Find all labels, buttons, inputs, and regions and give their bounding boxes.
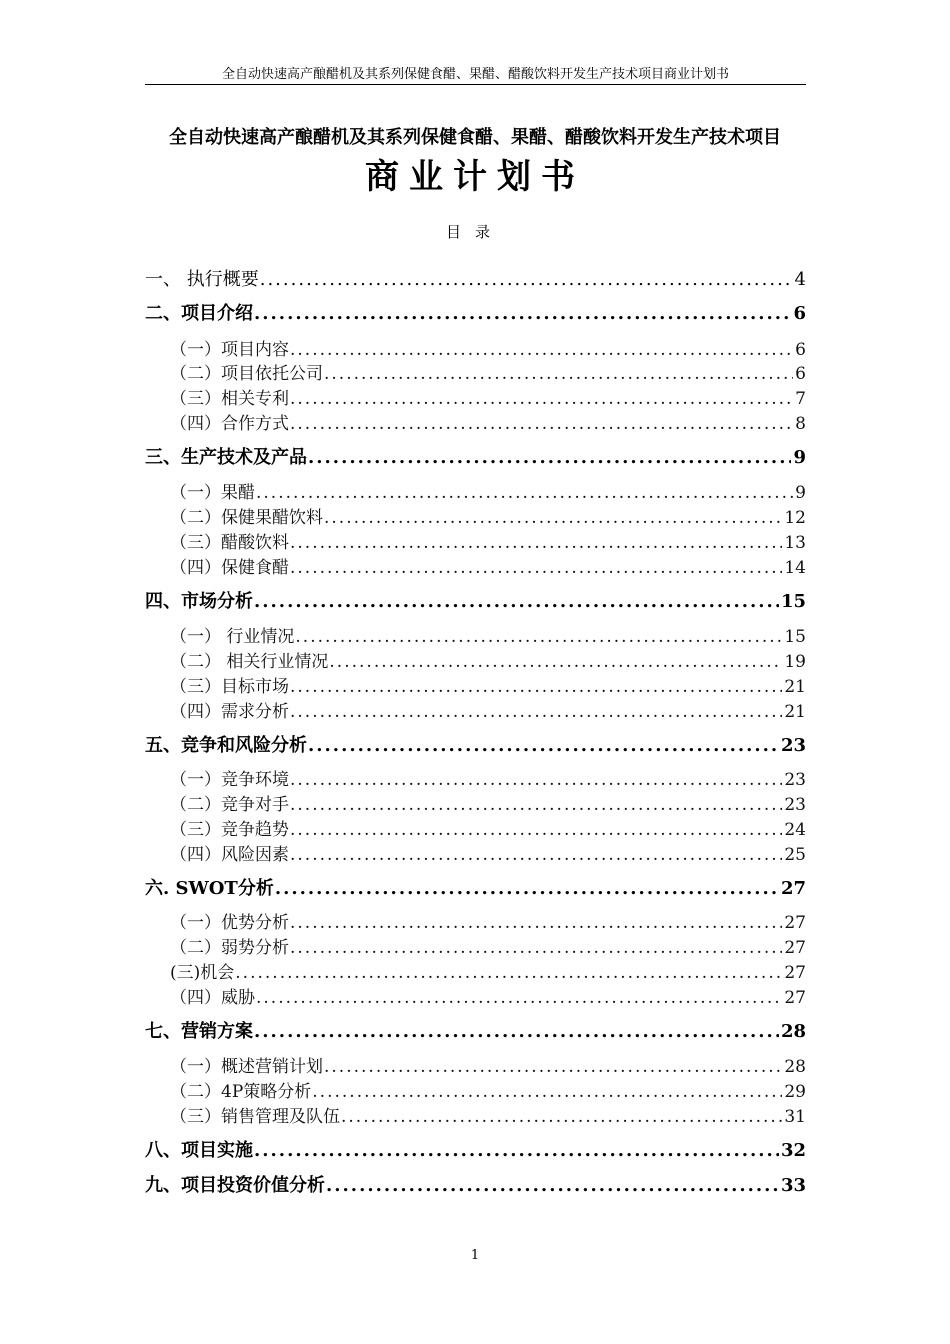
toc-entry-page: 27 [784, 963, 806, 983]
toc-entry-page: 28 [784, 1057, 806, 1077]
toc-entry-label: （二）弱势分析 [170, 938, 289, 958]
toc-entry-page: 33 [780, 1175, 806, 1196]
toc-entry-page: 6 [793, 303, 806, 324]
toc-entry-label: （四）威胁 [170, 988, 255, 1008]
toc-entry-label: （一）项目内容 [170, 340, 289, 360]
toc-entry[interactable] [145, 731, 806, 757]
toc-dot-leader [289, 794, 782, 816]
toc-dot-leader [294, 626, 782, 648]
toc-entry-page: 9 [793, 447, 806, 468]
toc-entry-label: 一、 执行概要 [145, 269, 259, 290]
toc-dot-leader [289, 819, 782, 841]
toc-entry[interactable] [170, 933, 806, 959]
toc-entry[interactable] [170, 478, 806, 504]
toc-entry-label: （二）保健果醋饮料 [170, 508, 323, 528]
toc-entry-page: 15 [784, 627, 806, 647]
toc-entry[interactable] [170, 983, 806, 1009]
toc-dot-leader [340, 1106, 782, 1128]
toc-entry[interactable] [170, 335, 806, 361]
toc-entry[interactable] [170, 697, 806, 723]
toc-entry-label: （一）果醋 [170, 483, 255, 503]
toc-entry-label: 八、项目实施 [145, 1140, 253, 1161]
toc-entry-page: 9 [795, 483, 806, 503]
toc-dot-leader [253, 1021, 779, 1043]
toc-entry[interactable] [170, 815, 806, 841]
toc-entry-page: 12 [784, 508, 806, 528]
running-header: 全自动快速高产酿醋机及其系列保健食醋、果醋、醋酸饮料开发生产技术项目商业计划书 [221, 67, 729, 82]
toc-entry[interactable] [170, 553, 806, 579]
document-subtitle: 全自动快速高产酿醋机及其系列保健食醋、果醋、醋酸饮料开发生产技术项目 [169, 127, 781, 148]
toc-entry[interactable] [170, 359, 806, 385]
toc-entry-page: 25 [784, 845, 806, 865]
toc-entry[interactable] [145, 1136, 806, 1162]
toc-dot-leader [255, 482, 793, 504]
toc-entry-page: 27 [784, 988, 806, 1008]
toc-entry-label: （一）概述营销计划 [170, 1057, 323, 1077]
toc-entry-label: （一） 行业情况 [170, 627, 295, 647]
toc-entry[interactable] [170, 503, 806, 529]
toc-entry[interactable] [170, 672, 806, 698]
toc-entry-label: 七、营销方案 [145, 1021, 253, 1042]
toc-dot-leader [311, 1081, 782, 1103]
toc-entry-page: 4 [794, 269, 806, 290]
toc-entry[interactable] [170, 908, 806, 934]
toc-dot-leader [289, 701, 782, 723]
toc-dot-leader [259, 269, 793, 291]
toc-entry[interactable] [145, 1171, 806, 1197]
toc-entry-page: 31 [784, 1107, 806, 1127]
toc-entry-label: （四）需求分析 [170, 702, 289, 722]
toc-dot-leader [234, 962, 782, 984]
toc-dot-leader [289, 844, 782, 866]
toc-entry-label: （三）醋酸饮料 [170, 533, 289, 553]
toc-entry-page: 28 [780, 1021, 806, 1042]
toc-dot-leader [307, 735, 779, 757]
toc-entry-label: 三、生产技术及产品 [145, 447, 307, 468]
toc-dot-leader [289, 388, 793, 410]
toc-entry-page: 6 [795, 364, 806, 384]
toc-entry[interactable] [170, 1052, 806, 1078]
toc-entry-page: 27 [784, 913, 806, 933]
toc-dot-leader [289, 413, 793, 435]
toc-dot-leader [289, 339, 793, 361]
toc-entry[interactable] [170, 528, 806, 554]
toc-entry-page: 23 [784, 770, 806, 790]
toc-entry-label: （三）目标市场 [170, 677, 289, 697]
toc-entry-page: 6 [795, 340, 806, 360]
toc-entry-page: 29 [784, 1082, 806, 1102]
toc-dot-leader [328, 651, 782, 673]
toc-entry-label: （二）竞争对手 [170, 795, 289, 815]
toc-entry-label: 五、竞争和风险分析 [145, 735, 307, 756]
page-number: 1 [470, 1248, 480, 1263]
toc-dot-leader [253, 591, 779, 613]
toc-entry-label: （一）竞争环境 [170, 770, 289, 790]
toc-entry-label: 九、项目投资价值分析 [145, 1175, 325, 1196]
toc-entry[interactable] [145, 299, 806, 325]
toc-entry-page: 19 [784, 652, 806, 672]
toc-dot-leader [323, 1056, 782, 1078]
toc-entry[interactable] [170, 1077, 806, 1103]
toc-entry-page: 32 [780, 1140, 806, 1161]
toc-entry-label: （二） 相关行业情况 [170, 652, 329, 672]
toc-dot-leader [289, 912, 782, 934]
toc-dot-leader [289, 769, 782, 791]
toc-entry[interactable] [170, 1102, 806, 1128]
toc-heading: 目录 [445, 223, 504, 241]
toc-dot-leader [274, 878, 779, 900]
toc-entry-label: （三）竞争趋势 [170, 820, 289, 840]
toc-entry-label: （四）保健食醋 [170, 558, 289, 578]
toc-dot-leader [323, 507, 782, 529]
toc-entry-label: （一）优势分析 [170, 913, 289, 933]
toc-entry-page: 13 [784, 533, 806, 553]
toc-dot-leader [289, 676, 782, 698]
document-title: 商业计划书 [365, 157, 585, 197]
toc-entry-page: 24 [784, 820, 806, 840]
toc-dot-leader [289, 532, 782, 554]
toc-entry-page: 21 [784, 677, 806, 697]
toc-entry-label: （三）销售管理及队伍 [170, 1107, 340, 1127]
toc-entry-label: （三）相关专利 [170, 389, 289, 409]
toc-entry-label: （四）合作方式 [170, 414, 289, 434]
toc-entry[interactable] [145, 874, 806, 900]
toc-dot-leader [255, 987, 782, 1009]
toc-entry[interactable] [145, 587, 806, 613]
toc-entry-page: 21 [784, 702, 806, 722]
toc-dot-leader [253, 303, 791, 325]
toc-entry[interactable] [170, 958, 806, 984]
toc-entry-label: (三)机会 [170, 963, 235, 983]
toc-entry-label: 六. SWOT分析 [145, 878, 274, 899]
toc-entry[interactable] [145, 265, 806, 291]
toc-entry[interactable] [145, 443, 806, 469]
toc-entry-page: 15 [780, 591, 806, 612]
toc-entry[interactable] [170, 765, 806, 791]
toc-entry[interactable] [170, 384, 806, 410]
toc-dot-leader [289, 557, 782, 579]
toc-entry-label: 二、项目介绍 [145, 303, 253, 324]
toc-dot-leader [325, 1175, 779, 1197]
toc-entry-page: 23 [784, 795, 806, 815]
toc-entry-label: （二）4P策略分析 [170, 1082, 312, 1102]
toc-entry-page: 27 [784, 938, 806, 958]
toc-dot-leader [307, 447, 791, 469]
toc-entry[interactable] [170, 647, 806, 673]
toc-entry[interactable] [170, 790, 806, 816]
toc-entry-page: 8 [795, 414, 806, 434]
toc-entry[interactable] [170, 409, 806, 435]
toc-entry-page: 23 [780, 735, 806, 756]
toc-entry-label: 四、市场分析 [145, 591, 253, 612]
toc-entry[interactable] [170, 840, 806, 866]
toc-dot-leader [323, 363, 793, 385]
toc-entry[interactable] [145, 1017, 806, 1043]
toc-entry-page: 27 [780, 878, 806, 899]
toc-dot-leader [289, 937, 782, 959]
toc-entry-page: 14 [784, 558, 806, 578]
toc-entry-page: 7 [795, 389, 806, 409]
toc-entry-label: （二）项目依托公司 [170, 364, 323, 384]
toc-entry-label: （四）风险因素 [170, 845, 289, 865]
toc-dot-leader [253, 1140, 779, 1162]
toc-entry[interactable] [170, 622, 806, 648]
